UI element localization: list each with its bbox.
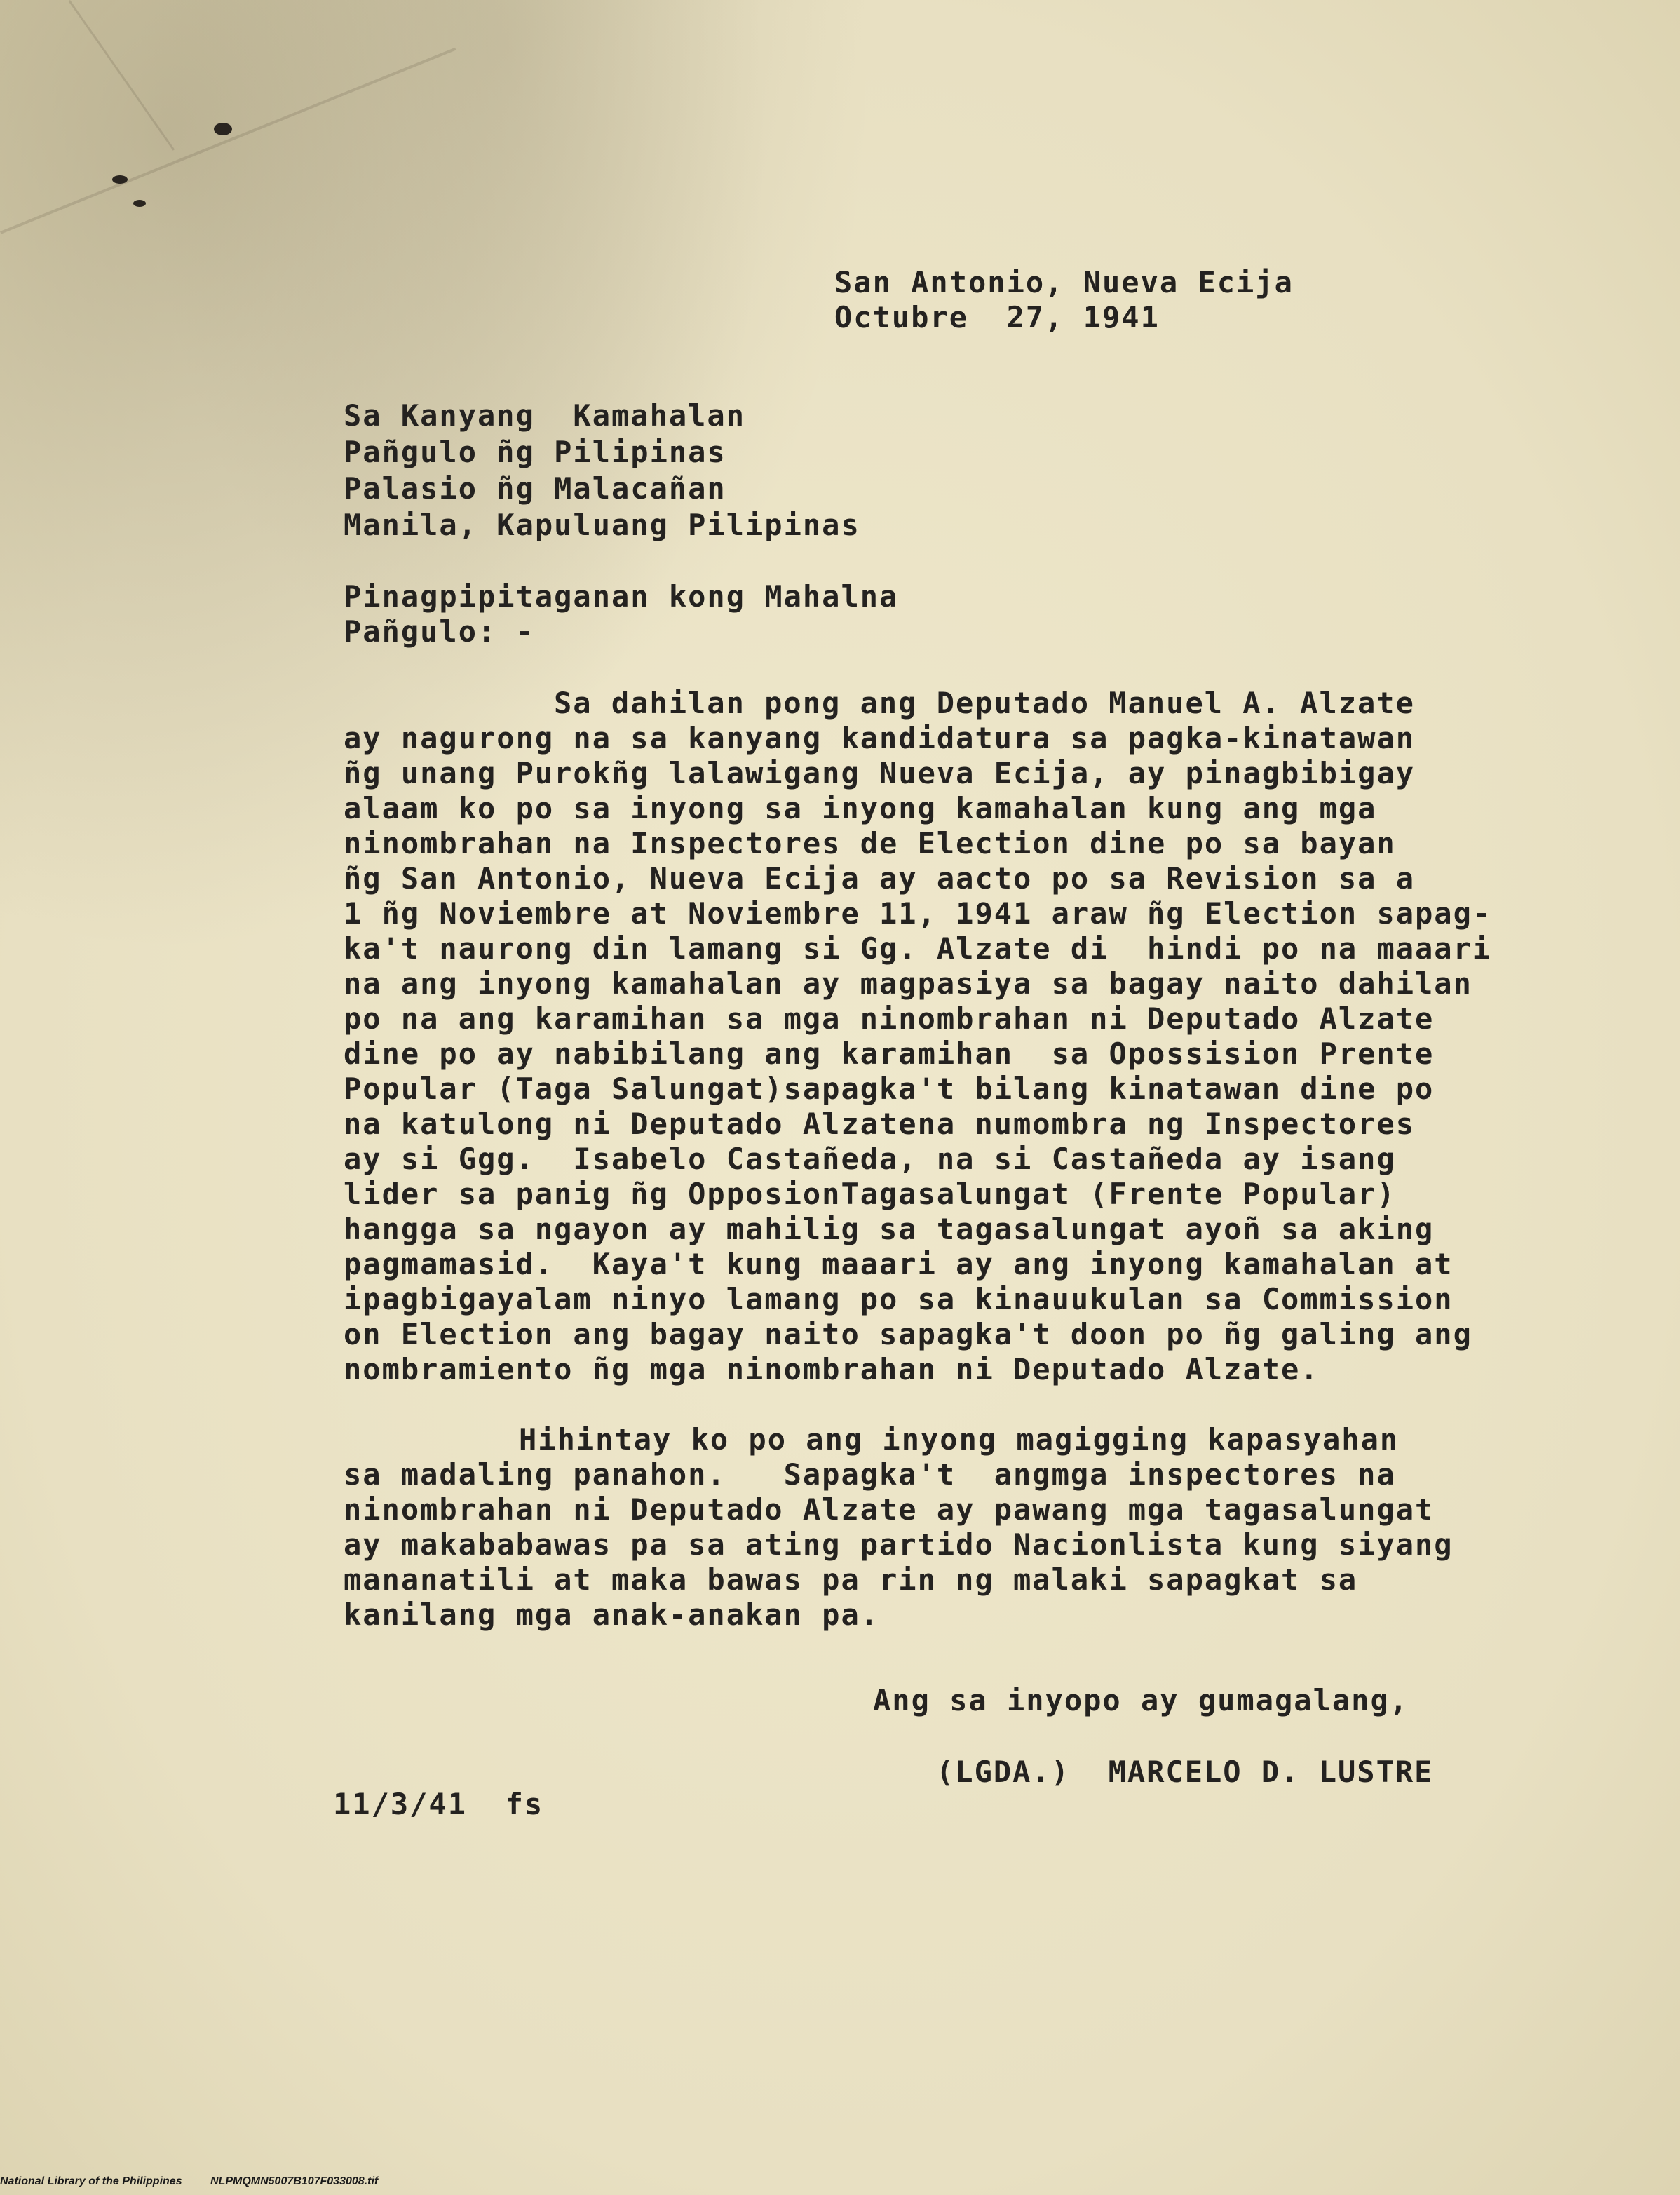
body-line: lider sa panig ñg OpposionTagasalungat (Frente Popular) — [344, 1177, 1396, 1211]
body-line: ñg San Antonio, Nueva Ecija ay aacto po sa Revision sa a — [344, 861, 1416, 896]
body-line: kanilang mga anak-anakan pa. — [344, 1598, 880, 1632]
body-line: ay nagurong na sa kanyang kandidatura sa pagka-kinatawan — [344, 721, 1416, 755]
body-line: ninombrahan ni Deputado Alzate ay pawang mga tagasalungat — [344, 1492, 1435, 1527]
body-line: ka't naurong din lamang si Gg. Alzate di hindi po na maaari — [344, 931, 1492, 966]
notation-line: 11/3/41 fs — [333, 1787, 544, 1821]
addressee-line: Sa Kanyang Kamahalan — [344, 398, 746, 433]
staple-hole — [133, 200, 146, 207]
addressee-line: Pañgulo ñg Pilipinas — [344, 435, 726, 469]
salutation-line: Pañgulo: - — [344, 614, 535, 649]
body-line: hangga sa ngayon ay mahilig sa tagasalungat ayoñ sa aking — [344, 1212, 1435, 1246]
letter-place: San Antonio, Nueva Ecija — [834, 265, 1294, 299]
body-line: alaam ko po sa inyong sa inyong kamahalan kung ang mga — [344, 791, 1377, 825]
body-line: Sa dahilan pong ang Deputado Manuel A. Alzate — [554, 686, 1415, 720]
body-line: pagmamasid. Kaya't kung maaari ay ang inyong kamahalan at — [344, 1247, 1454, 1281]
body-line: ay makababawas pa sa ating partido Nacionlista kung siyang — [344, 1527, 1454, 1562]
body-line: ñg unang Purokñg lalawigang Nueva Ecija, ay pinagbibigay — [344, 756, 1416, 790]
body-line: sa madaling panahon. Sapagka't angmga inspectores na — [344, 1457, 1396, 1492]
salutation-line: Pinagpipitaganan kong Mahalna — [344, 579, 899, 614]
addressee-line: Manila, Kapuluang Pilipinas — [344, 508, 860, 542]
letter-date: Octubre 27, 1941 — [834, 300, 1160, 335]
library-credit: National Library of the Philippines — [0, 2175, 182, 2187]
body-line: nombramiento ñg mga ninombrahan ni Deputado Alzate. — [344, 1352, 1320, 1386]
body-line: ipagbigayalam ninyo lamang po sa kinauukulan sa Commission — [344, 1282, 1454, 1316]
body-line: na katulong ni Deputado Alzatena numombra ng Inspectores — [344, 1107, 1416, 1141]
body-line: mananatili at maka bawas pa rin ng malaki sapagkat sa — [344, 1562, 1358, 1597]
body-line: dine po ay nabibilang ang karamihan sa Opossision Prente — [344, 1036, 1435, 1071]
paper-crease — [69, 0, 175, 151]
body-line: po na ang karamihan sa mga ninombrahan ni Deputado Alzate — [344, 1001, 1435, 1036]
staple-hole — [112, 175, 128, 184]
signature-line: (LGDA.) MARCELO D. LUSTRE — [936, 1755, 1434, 1789]
body-line: na ang inyong kamahalan ay magpasiya sa bagay naito dahilan — [344, 966, 1472, 1001]
file-id: NLPMQMN5007B107F033008.tif — [210, 2175, 379, 2187]
addressee-line: Palasio ñg Malacañan — [344, 471, 726, 506]
staple-hole — [214, 123, 232, 135]
body-line: ay si Ggg. Isabelo Castañeda, na si Castañeda ay isang — [344, 1142, 1396, 1176]
closing-line: Ang sa inyopo ay gumagalang, — [873, 1683, 1409, 1717]
body-line: 1 ñg Noviembre at Noviembre 11, 1941 araw ñg Election sapag- — [344, 896, 1492, 931]
body-line: ninombrahan na Inspectores de Election dine po sa bayan — [344, 826, 1396, 860]
body-line: Popular (Taga Salungat)sapagka't bilang kinatawan dine po — [344, 1072, 1435, 1106]
body-line: Hihintay ko po ang inyong magigging kapasyahan — [519, 1422, 1400, 1457]
body-line: on Election ang bagay naito sapagka't doon po ñg galing ang — [344, 1317, 1472, 1351]
paper-crease — [0, 48, 456, 234]
